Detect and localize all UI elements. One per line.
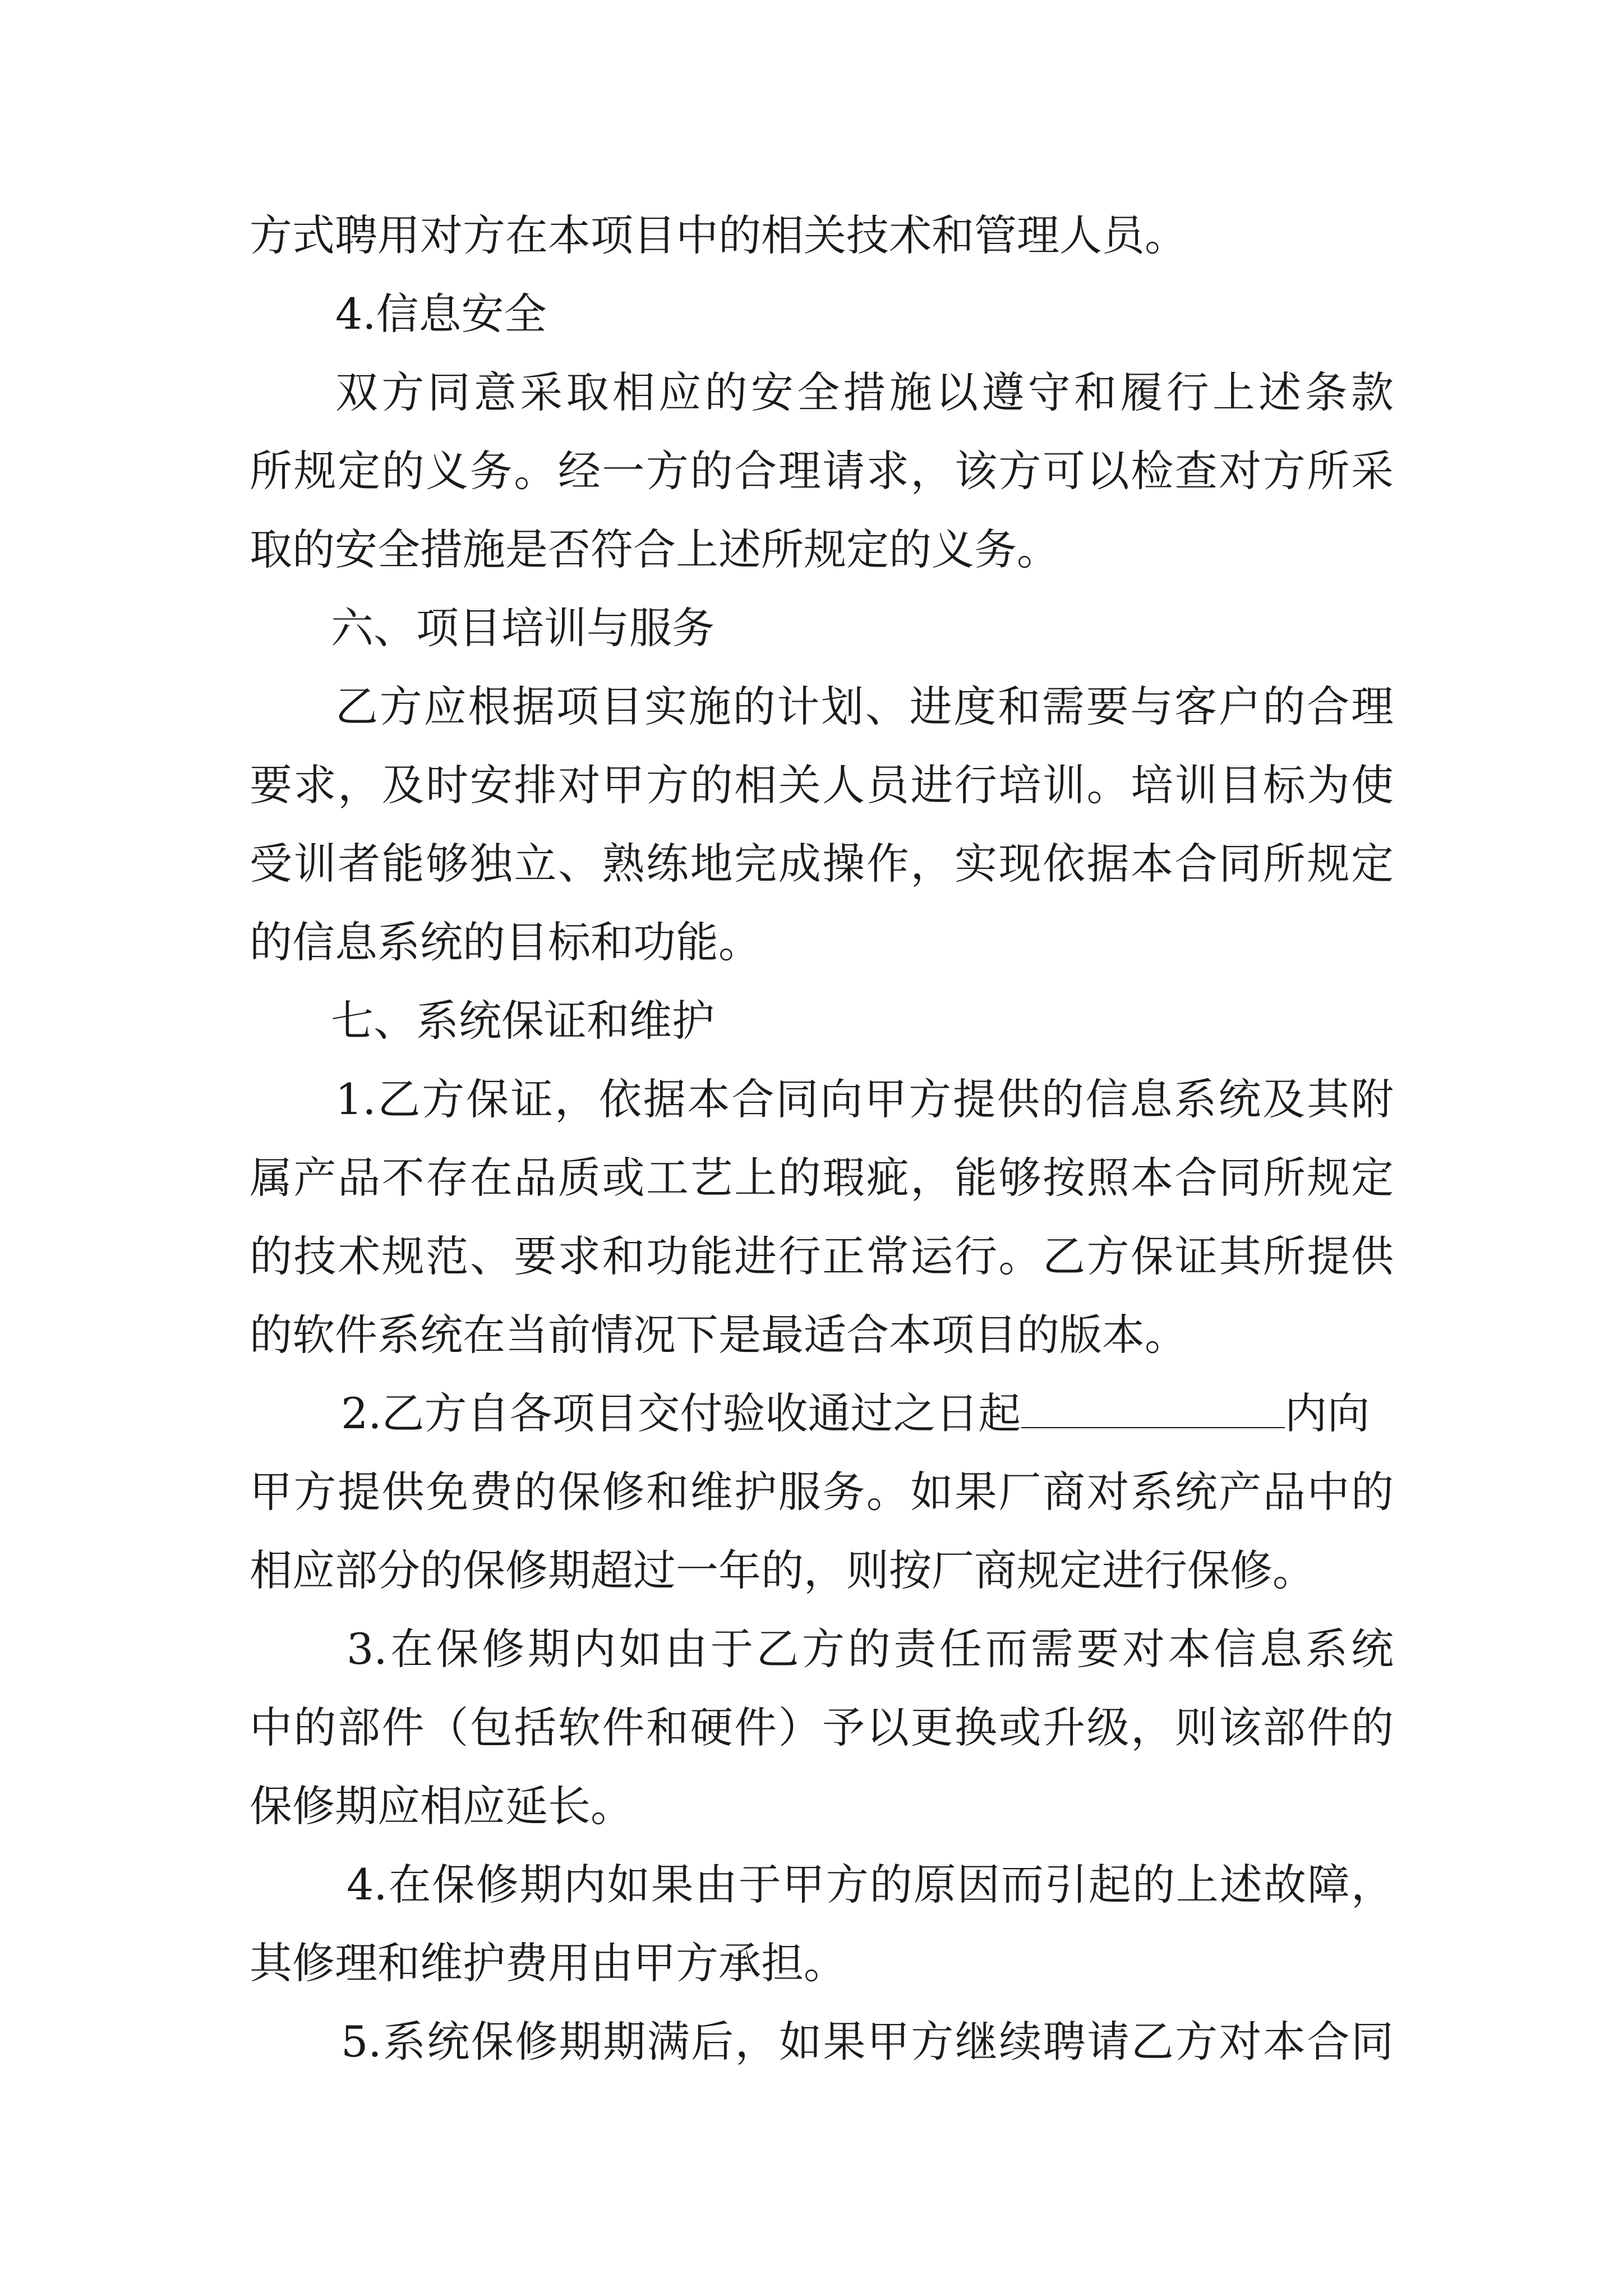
paragraph-line: 方式聘用对方在本项目中的相关技术和管理人员。 (250, 210, 1187, 260)
paragraph-line: 甲方提供免费的保修和维护服务。如果厂商对系统产品中的 (250, 1467, 1394, 1517)
paragraph-line: 的软件系统在当前情况下是最适合本项目的版本。 (250, 1310, 1187, 1360)
paragraph-line: 的信息系统的目标和功能。 (250, 917, 761, 967)
paragraph-line: 受训者能够独立、熟练地完成操作，实现依据本合同所规定 (250, 839, 1394, 889)
paragraph-line: 乙方应根据项目实施的计划、进度和需要与客户的合理 (335, 682, 1394, 731)
clause-text: 2.乙方自各项目交付验收通过之日起 (341, 1388, 1021, 1438)
paragraph-line: 1.乙方保证，依据本合同向甲方提供的信息系统及其附 (335, 1074, 1394, 1124)
paragraph-line: 所规定的义务。经一方的合理请求，该方可以检查对方所采 (250, 446, 1394, 496)
paragraph-line: 要求，及时安排对甲方的相关人员进行培训。培训目标为使 (250, 760, 1394, 810)
paragraph-line: 双方同意采取相应的安全措施以遵守和履行上述条款 (335, 367, 1394, 417)
section-heading: 4.信息安全 (335, 289, 547, 339)
paragraph-line: 相应部分的保修期超过一年的，则按厂商规定进行保修。 (250, 1545, 1315, 1595)
clause-text: 内向 (1284, 1388, 1370, 1438)
paragraph-line: 5.系统保修期期满后，如果甲方继续聘请乙方对本合同 (341, 2017, 1394, 2067)
section-heading: 七、系统保证和维护 (331, 996, 714, 1046)
section-heading: 六、项目培训与服务 (331, 603, 714, 653)
paragraph-line: 其修理和维护费用由甲方承担。 (250, 1938, 846, 1988)
paragraph-line: 取的安全措施是否符合上述所规定的义务。 (250, 524, 1059, 574)
fill-in-blank (1021, 1388, 1285, 1428)
paragraph-line: 保修期应相应延长。 (250, 1781, 633, 1831)
paragraph-line: 3.在保修期内如由于乙方的责任而需要对本信息系统 (347, 1624, 1394, 1674)
paragraph-line: 中的部件（包括软件和硬件）予以更换或升级，则该部件的 (250, 1703, 1394, 1752)
paragraph-line: 4.在保修期内如果由于甲方的原因而引起的上述故障， (347, 1860, 1394, 1910)
paragraph-line: 属产品不存在品质或工艺上的瑕疵，能够按照本合同所规定 (250, 1153, 1394, 1203)
paragraph-line-with-blank (341, 1386, 1394, 1442)
paragraph-line: 的技术规范、要求和功能进行正常运行。乙方保证其所提供 (250, 1231, 1394, 1281)
